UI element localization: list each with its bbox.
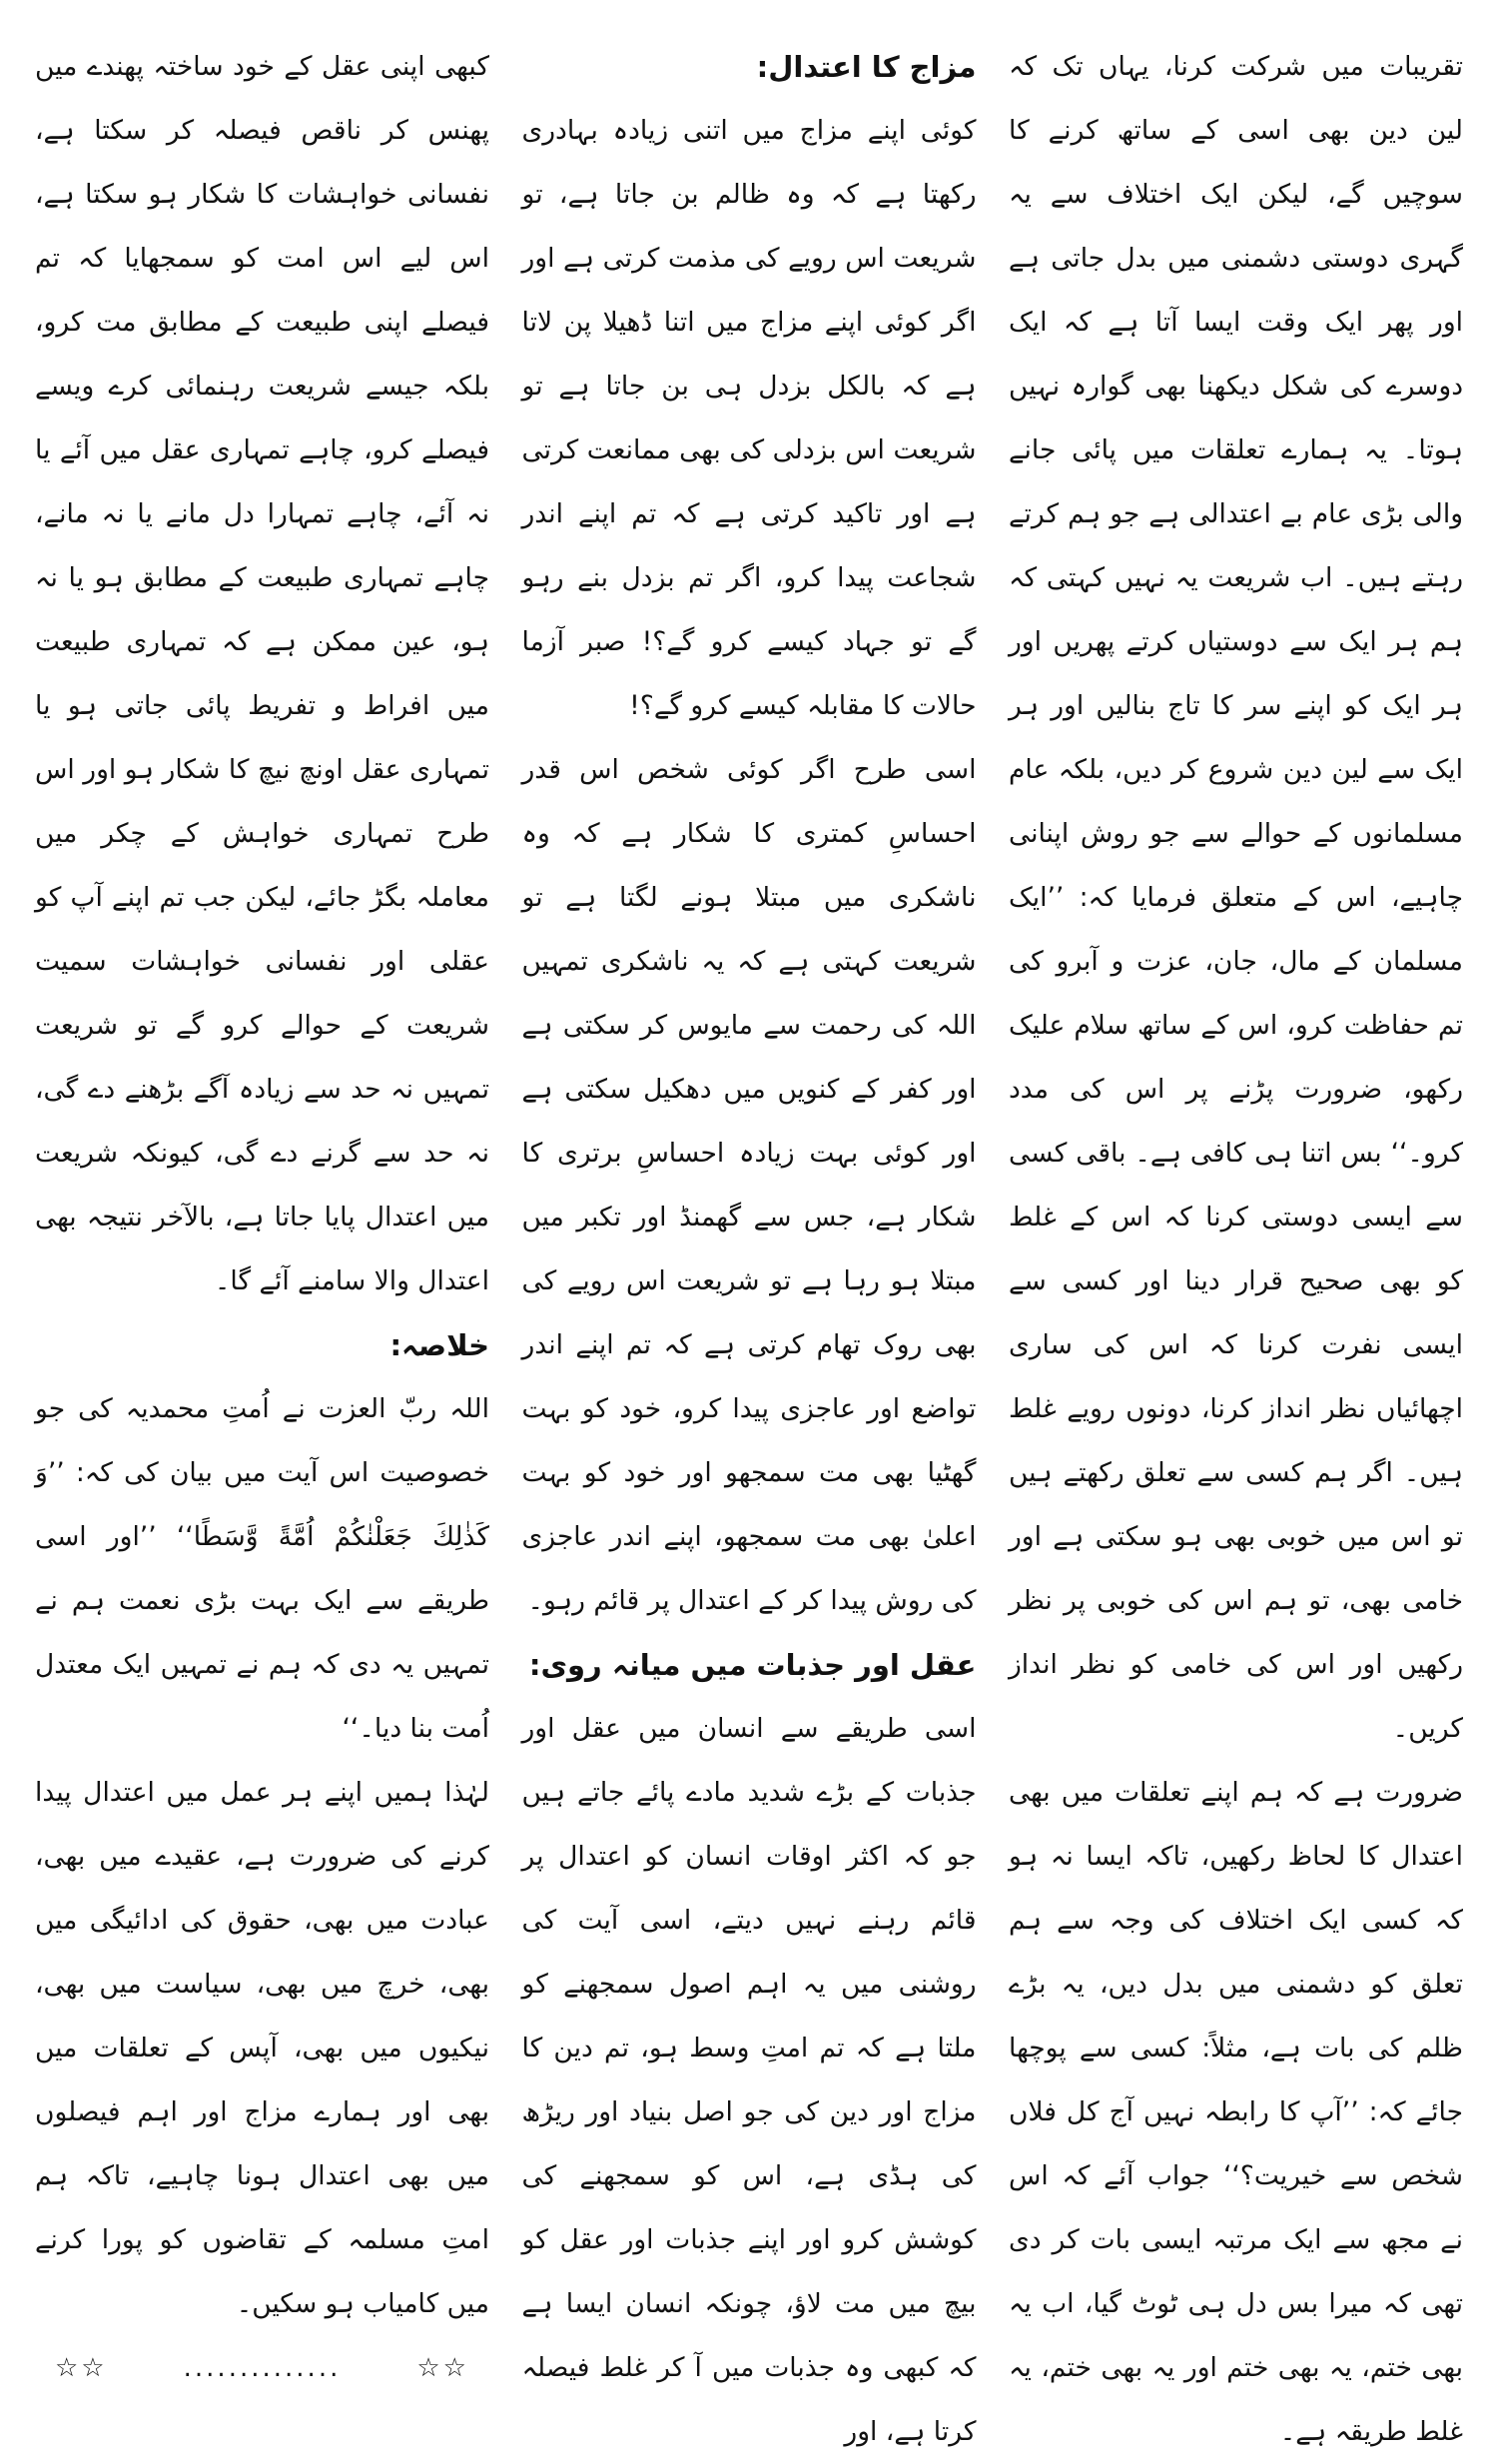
paragraph: تقریبات میں شرکت کرنا، یہاں تک کہ لین دین بھی اسی کے ساتھ کرنے کا سوچیں گے، لیکن ایک اختلاف سے یہ گہری دوستی دشمنی میں بدل جاتی ہے اور پھر ایک وقت ایسا آتا ہے کہ ایک دوسرے کی شکل دیکھنا بھی گوارہ نہیں ہوتا۔ یہ ہمارے تعلقات میں پائی جانے والی بڑی عام بے اعتدالی ہے جو ہم کرتے رہتے ہیں۔ اب شریعت یہ نہیں کہتی کہ ہم ہر ایک سے دوستیاں کرتے پھریں اور ہر ایک کو اپنے سر کا تاج بنالیں اور ہر ایک سے لین دین شروع کر دیں، بلکہ عام مسلمانوں کے حوالے سے جو روش اپنانی چاہیے، اس کے متعلق فرمایا کہ: ’’ایک مسلمان کے مال، جان، عزت و آبرو کی تم حفاظت کرو، اس کے ساتھ سلام علیک رکھو، ضرورت پڑنے پر اس کی مدد کرو۔‘‘ بس اتنا ہی کافی ہے۔ باقی کسی سے ایسی دوستی کرنا کہ اس کے غلط کو بھی صحیح قرار دینا اور کسی سے ایسی نفرت کرنا کہ اس کی ساری اچھائیاں نظر انداز کرنا، دونوں رویے غلط ہیں۔ اگر ہم کسی سے تعلق رکھتے ہیں تو اس میں خوبی بھی ہو سکتی ہے اور خامی بھی، تو ہم اس کی خوبی پر نظر رکھیں اور اس کی خامی کو نظر انداز کریں۔: [1009, 51, 1463, 1744]
star-icon: ☆☆: [55, 2353, 108, 2383]
separator-dots: ..............: [183, 2353, 342, 2383]
paragraph: لہٰذا ہمیں اپنے ہر عمل میں اعتدال پیدا کرنے کی ضرورت ہے، عقیدے میں بھی، عبادت میں بھی، حقوق کی ادائیگی میں بھی، خرچ میں بھی، سیاست میں بھی، نیکیوں میں بھی، آپس کے تعلقات میں بھی اور ہمارے مزاج اور اہم فیصلوں میں بھی اعتدال ہونا چاہیے، تاکہ ہم امتِ مسلمہ کے تقاضوں کو پورا کرنے میں کامیاب ہو سکیں۔: [35, 1777, 489, 2319]
column-middle: [521, 35, 977, 2447]
star-icon: ☆☆: [416, 2353, 469, 2383]
paragraph: کوئی اپنے مزاج میں اتنی زیادہ بہادری رکھتا ہے کہ وہ ظالم بن جاتا ہے، تو شریعت اس رویے کی مذمت کرتی ہے اور اگر کوئی اپنے مزاج میں اتنا ڈھیلا پن لاتا ہے کہ بالکل بزدل ہی بن جاتا ہے تو شریعت اس بزدلی کی بھی ممانعت کرتی ہے اور تاکید کرتی ہے کہ تم اپنے اندر شجاعت پیدا کرو، اگر تم بزدل بنے رہو گے تو جہاد کیسے کرو گے؟! صبر آزما حالات کا مقابلہ کیسے کرو گے؟!: [521, 115, 977, 721]
summary-text: ‘‘ ’’اور اسی طریقے سے ایک بہت بڑی نعمت ہم نے تمہیں یہ دی کہ ہم نے تمہیں ایک معتدل اُمت بنا دیا۔‘‘: [35, 1521, 489, 1744]
end-separator: [35, 2336, 489, 2400]
column-right: [1009, 35, 1463, 2447]
paragraph: اسی طرح اگر کوئی شخص اس قدر احساسِ کمتری کا شکار ہے کہ وہ ناشکری میں مبتلا ہونے لگتا ہے تو شریعت کہتی ہے کہ یہ ناشکری تمہیں اللہ کی رحمت سے مایوس کر سکتی ہے اور کفر کے کنویں میں دھکیل سکتی ہے اور کوئی بہت زیادہ احساسِ برتری کا شکار ہے، جس سے گھمنڈ اور تکبر میں مبتلا ہو رہا ہے تو شریعت اس رویے کی بھی روک تھام کرتی ہے کہ تم اپنے اندر تواضع اور عاجزی پیدا کرو، خود کو بہت گھٹیا بھی مت سمجھو اور خود کو بہت اعلیٰ بھی مت سمجھو، اپنے اندر عاجزی کی روش پیدا کر کے اعتدال پر قائم رہو۔: [521, 754, 977, 1616]
section-heading-summary: خلاصہ:: [389, 1328, 489, 1362]
paragraph: ضرورت ہے کہ ہم اپنے تعلقات میں بھی اعتدال کا لحاظ رکھیں، تاکہ ایسا نہ ہو کہ کسی ایک اختلاف کی وجہ سے ہم تعلق کو دشمنی میں بدل دیں، یہ بڑے ظلم کی بات ہے، مثلاً: کسی سے پوچھا جائے کہ: ’’آپ کا رابطہ نہیں آج کل فلاں شخص سے خیریت؟‘‘ جواب آئے کہ اس نے مجھ سے ایک مرتبہ ایسی بات کر دی تھی کہ میرا بس دل ہی ٹوٹ گیا، اب یہ بھی ختم، یہ بھی ختم اور یہ بھی ختم، یہ غلط طریقہ ہے۔: [1009, 1777, 1463, 2447]
paragraph: کبھی اپنی عقل کے خود ساختہ پھندے میں پھنس کر ناقص فیصلہ کر سکتا ہے، نفسانی خواہشات کا شکار ہو سکتا ہے، اس لیے اس امت کو سمجھایا کہ تم فیصلے اپنی طبیعت کے مطابق مت کرو، بلکہ جیسے شریعت رہنمائی کرے ویسے فیصلے کرو، چاہے تمہاری عقل میں آئے یا نہ آئے، چاہے تمہارا دل مانے یا نہ مانے، چاہے تمہاری طبیعت کے مطابق ہو یا نہ ہو، عین ممکن ہے کہ تمہاری طبیعت میں افراط و تفریط پائی جاتی ہو یا تمہاری عقل اونچ نیچ کا شکار ہو اور اس طرح تمہاری خواہش کے چکر میں معاملہ بگڑ جائے، لیکن جب تم اپنے آپ کو عقلی اور نفسانی خواہشات سمیت شریعت کے حوالے کرو گے تو شریعت تمہیں نہ حد سے زیادہ آگے بڑھنے دے گی، نہ حد سے گرنے دے گی، کیونکہ شریعت میں اعتدال پایا جاتا ہے، بالآخر نتیجہ بھی اعتدال والا سامنے آئے گا۔: [35, 51, 489, 1296]
section-heading-temperament: مزاج کا اعتدال:: [756, 50, 977, 84]
paragraph: اسی طریقے سے انسان میں عقل اور جذبات کے بڑے شدید مادے پائے جاتے ہیں جو کہ اکثر اوقات انسان کو اعتدال پر قائم رہنے نہیں دیتے، اسی آیت کی روشنی میں یہ اہم اصول سمجھنے کو ملتا ہے کہ تم امتِ وسط ہو، تم دین کا مزاج اور دین کی جو اصل بنیاد اور ریڑھ کی ہڈی ہے، اس کو سمجھنے کی کوشش کرو اور اپنے جذبات اور عقل کو بیچ میں مت لاؤ، چونکہ انسان ایسا ہے کہ کبھی وہ جذبات میں آ کر غلط فیصلہ کرتا ہے، اور: [521, 1713, 977, 2447]
quran-verse: وَ كَذٰلِكَ جَعَلْنٰكُمْ اُمَّةً وَّسَطًا: [35, 1457, 489, 1552]
summary-text: اللہ ربّ العزت نے اُمتِ محمدیہ کی جو خصوصیت اس آیت میں بیان کی کہ: ’’: [35, 1393, 489, 1488]
column-left: [35, 35, 489, 2383]
section-heading-reason-emotion: عقل اور جذبات میں میانہ روی:: [528, 1648, 977, 1682]
summary-paragraph: [35, 1377, 489, 1761]
